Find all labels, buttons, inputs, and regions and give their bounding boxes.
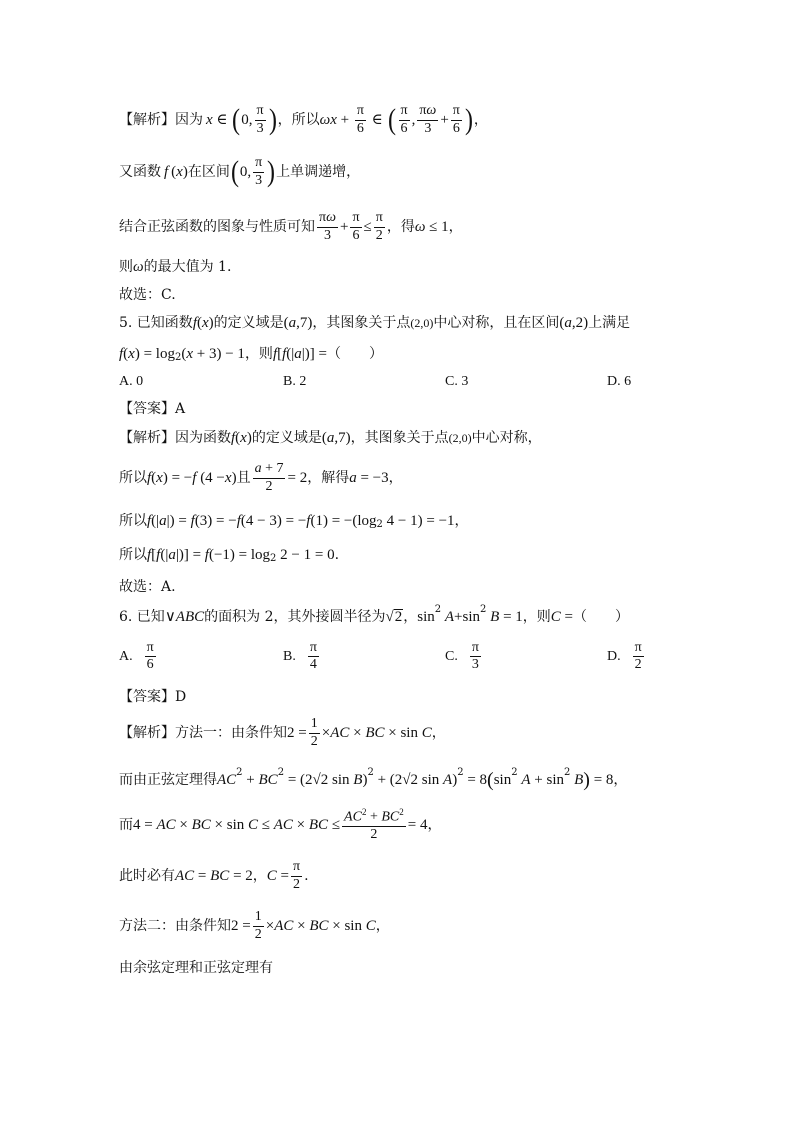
- solution-5-line-3: 所以 f (| a |) = f (3) = − f (4 − 3) = − f (1) = −(log 2 4 − 1) = −1 ，: [119, 512, 469, 530]
- question-6-line-1: 6. 已知 ∨ ABC 的面积为 2，其外接圆半径为 √ 2 ， sin 2 A +sin 2 B = 1 ，则 C = （ ）: [119, 604, 630, 625]
- solution-6-line-5: 方法二：由条件知 2 = $\frac{1}{2}$ × AC × BC × sin C ，: [119, 909, 390, 942]
- text: 【解析】因为函数: [119, 430, 231, 446]
- question-5-line-2: f ( x ) = log 2 ( x + 3) − 1 ，则 f [ f (| a |)] = （ ）: [119, 345, 383, 363]
- solution-6-line-6: 由余弦定理和正弦定理有: [119, 960, 273, 976]
- solution-6-line-3: 而 4 = AC × BC × sin C ≤ AC × BC ≤ $\frac{AC^2 + BC^2}{2}$ = 4 ，: [119, 807, 442, 842]
- answer-6: 【答案】D: [119, 689, 187, 705]
- text: ，: [448, 219, 463, 235]
- option-6-d: D. $\frac{\pi}{2}$: [607, 640, 642, 673]
- text: .: [334, 547, 340, 563]
- solution-line-3: 结合正弦函数的图象与性质可知 $\frac{\pi\omega}{3}$ + $\frac{\pi}{6}$ ≤ $\frac{\pi}{2}$ ，得 ω ≤ 1 ，: [119, 210, 463, 243]
- text: 而: [119, 817, 133, 833]
- option-5-b: B. 2: [283, 374, 307, 389]
- solution-line-2: 又函数 f ( x ) 在区间 ( 0, $\frac{\pi}{3}$ ) 上单调递增，: [119, 155, 361, 188]
- text: ，: [403, 609, 418, 625]
- solution-5-line-4: 所以 f [ f (| a |)] = f (−1) = log 2 2 − 1 = 0 .: [119, 546, 340, 564]
- text: ，则: [522, 609, 551, 625]
- option-6-c: C. $\frac{\pi}{3}$: [445, 640, 479, 673]
- option-5-c: C. 3: [445, 374, 469, 389]
- text: ，所以: [277, 112, 320, 128]
- text: ，: [431, 725, 446, 741]
- text: ，解得: [307, 470, 350, 486]
- text: ，: [388, 470, 403, 486]
- text: 的定义域是: [213, 315, 284, 331]
- text: 所以: [119, 470, 147, 486]
- text: 中心对称，且在区间: [433, 315, 560, 331]
- solution-5-line-2: 所以 f ( x ) = − f (4 − x ) 且 $\frac{a + 7}{2}$ = 2 ，解得 a = −3 ，: [119, 461, 403, 494]
- text: 又函数: [119, 164, 161, 180]
- solution-line-1: 【解析】因为 x ∈ ( 0, $\frac{\pi}{3}$ ) ，所以 ωx + $\frac{\pi}{6}$ ∈ ( $\frac{\pi}{6}$ , $\frac{\pi\omega}{3}$ + $\frac{\pi}{6}$ ) ，: [119, 103, 488, 136]
- text: 的面积为 2，其外接圆半径为: [204, 609, 386, 625]
- text: ，: [454, 513, 469, 529]
- solution-5-line-1: 【解析】因为函数 f ( x ) 的定义域是 ( a ,7) ，其图象关于点 (2,0) 中心对称，: [119, 429, 542, 446]
- answer-5: 【答案】A: [119, 401, 186, 417]
- text: 结合正弦函数的图象与性质可知: [119, 219, 315, 235]
- option-5-d: D. 6: [607, 374, 632, 389]
- text: （ ）: [573, 609, 630, 625]
- text: 的最大值为 1.: [143, 259, 232, 275]
- text: （ ）: [326, 346, 383, 362]
- text: ，: [252, 868, 267, 884]
- text: 在区间: [187, 164, 230, 180]
- question-5-line-1: 5. 已知函数 f ( x ) 的定义域是 ( a ,7) ，其图象关于点 (2,0) 中心对称，且在区间 ( a ,2) 上满足: [119, 314, 631, 331]
- solution-6-line-2: 而由正弦定理得 AC 2 + BC 2 = (2√2 sin B ) 2 + (2√2 sin A ) 2 = 8 ( sin 2 A + sin 2 B ) = 8 ，: [119, 767, 628, 791]
- option-6-a: A. $\frac{\pi}{6}$: [119, 640, 154, 673]
- option-5-a: A. 0: [119, 374, 144, 389]
- choose-line-5: 故选：A.: [119, 579, 176, 595]
- math: x: [206, 111, 213, 128]
- text: .: [304, 868, 309, 884]
- text: ，: [375, 918, 390, 934]
- text: ，: [473, 112, 488, 128]
- text: 上满足: [588, 315, 631, 331]
- text: ，: [613, 772, 628, 788]
- text: ，则: [244, 346, 273, 362]
- text: 则: [119, 259, 133, 275]
- text: 【解析】因为: [119, 112, 203, 128]
- text: 而由正弦定理得: [119, 772, 217, 788]
- text: ，: [427, 817, 442, 833]
- text: 所以: [119, 513, 147, 529]
- solution-6-line-4: 此时必有 AC = BC = 2 ， C = $\frac{\pi}{2}$ .: [119, 859, 309, 892]
- text: ，其图象关于点: [312, 315, 411, 331]
- text: 方法二：由条件知: [119, 918, 231, 934]
- text: 5. 已知函数: [119, 315, 193, 331]
- text: 此时必有: [119, 868, 175, 884]
- text: 6. 已知: [119, 609, 165, 625]
- option-6-b: B. $\frac{\pi}{4}$: [283, 640, 317, 673]
- text: 中心对称，: [471, 430, 542, 446]
- text: ，得: [386, 219, 415, 235]
- text: 【解析】方法一：由条件知: [119, 725, 287, 741]
- text: ，其图象关于点: [350, 430, 449, 446]
- text: 上单调递增，: [276, 164, 361, 180]
- text: 所以: [119, 547, 147, 563]
- solution-line-4: 则 ω 的最大值为 1.: [119, 258, 232, 275]
- solution-6-line-1: 【解析】方法一：由条件知 2 = $\frac{1}{2}$ × AC × BC × sin C ，: [119, 716, 446, 749]
- text: 的定义域是: [251, 430, 322, 446]
- choose-line-4: 故选：C.: [119, 287, 176, 303]
- text: 且: [236, 470, 251, 486]
